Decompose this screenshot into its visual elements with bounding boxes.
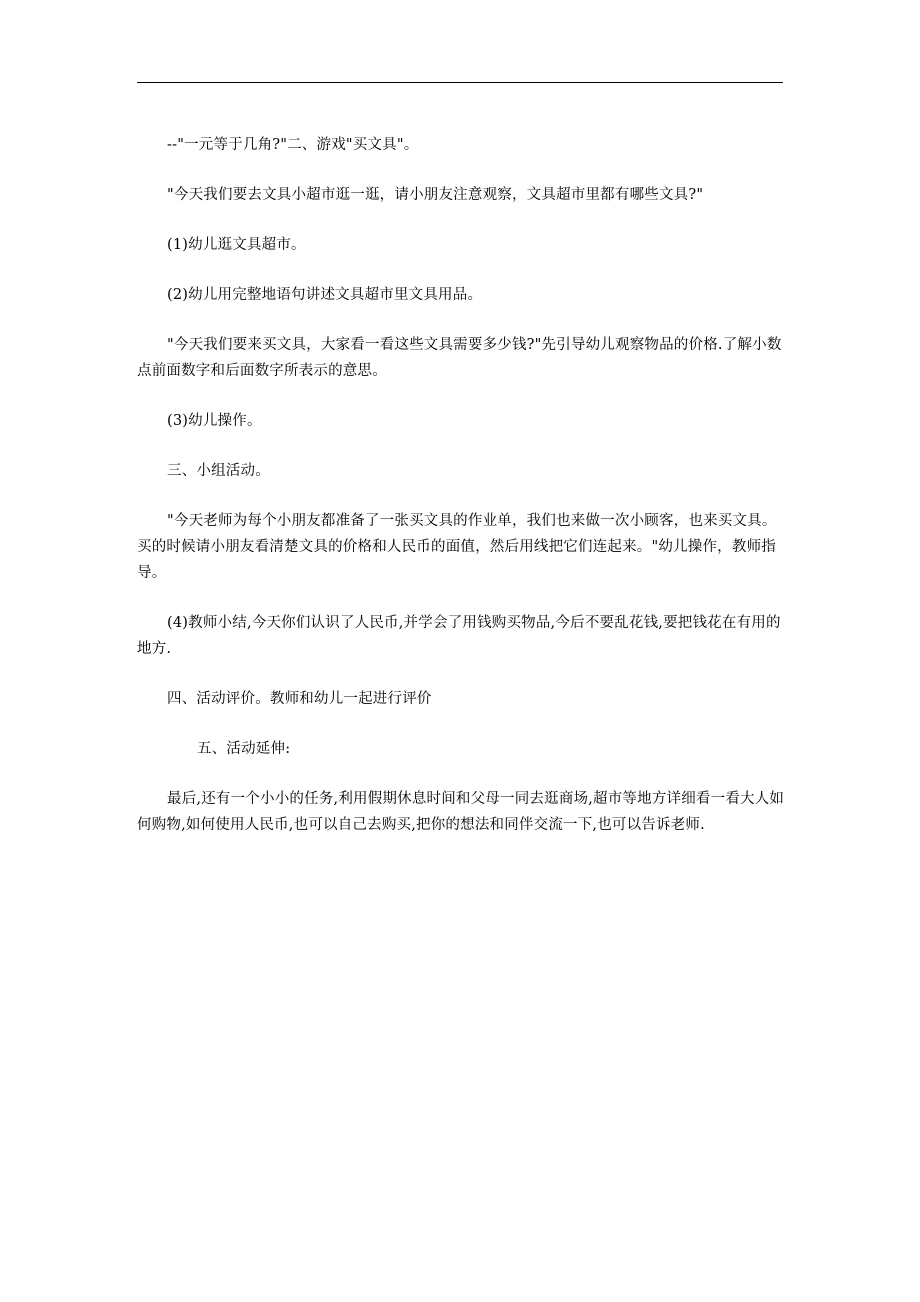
paragraph-game-intro: --"一元等于几角?"二、游戏"买文具"。 [167,137,419,153]
section-heading-group-activity: 三、小组活动。 [167,463,270,479]
paragraph-teacher-summary: (4)教师小结,今天你们认识了人民币,并学会了用钱购买物品,今后不要乱花钱,要把钱花在有用的地方. [137,615,781,657]
document-body [137,132,785,862]
paragraph-final-task: 最后,还有一个小小的任务,利用假期休息时间和父母一同去逛商场,超市等地方详细看一看大人如何购物,如何使用人民币,也可以自己去购买,把你的想法和同伴交流一下,也可以告诉老师. [137,791,785,833]
section-heading-extension: 五、活动延伸: [197,741,291,757]
section-heading-evaluation: 四、活动评价。教师和幼儿一起进行评价 [167,691,432,707]
paragraph-supermarket-question: "今天我们要去文具小超市逛一逛，请小朋友注意观察，文具超市里都有哪些文具?" [167,187,704,203]
paragraph-price-observation: "今天我们要来买文具，大家看一看这些文具需要多少钱?"先引导幼儿观察物品的价格.了解小数点前面数字和后面数字所表示的意思。 [137,337,782,379]
header-rule [137,82,783,83]
paragraph-step-1: (1)幼儿逛文具超市。 [167,237,306,253]
paragraph-worksheet: "今天老师为每个小朋友都准备了一张买文具的作业单，我们也来做一次小顾客，也来买文具。买的时候请小朋友看清楚文具的价格和人民币的面值，然后用线把它们连起来。"幼儿操作，教师指导。 [137,513,777,581]
paragraph-step-3: (3)幼儿操作。 [167,413,262,429]
paragraph-step-2: (2)幼儿用完整地语句讲述文具超市里文具用品。 [167,287,483,303]
